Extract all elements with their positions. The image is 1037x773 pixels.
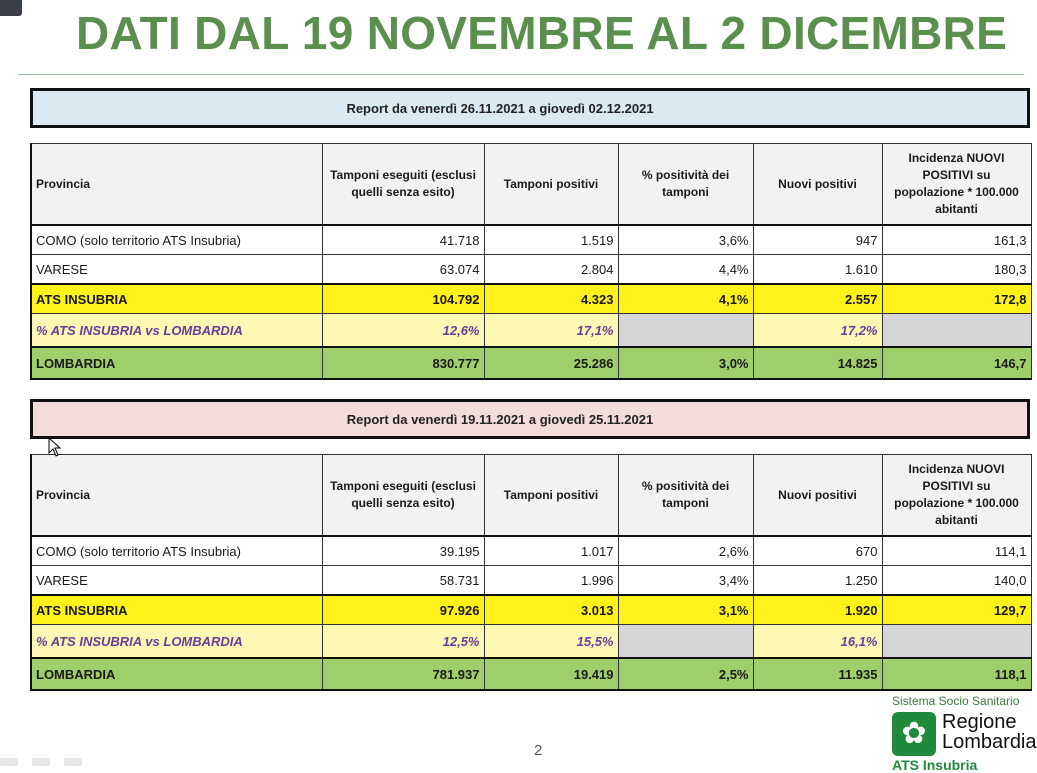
report-table-previous-week bbox=[30, 454, 1032, 691]
header-incidenza: Incidenza NUOVI POSITIVI su popolazione * 100.000 abitanti bbox=[882, 144, 1031, 226]
cell-provincia: % ATS INSUBRIA vs LOMBARDIA bbox=[31, 314, 322, 348]
header-nuovi-positivi: Nuovi positivi bbox=[753, 455, 882, 537]
cell-tamponi-positivi: 1.519 bbox=[484, 225, 618, 255]
cell-tamponi-eseguiti: 104.792 bbox=[322, 284, 484, 314]
header-tamponi-eseguiti: Tamponi eseguiti (esclusi quelli senza esito) bbox=[322, 455, 484, 537]
cell-tamponi-positivi: 2.804 bbox=[484, 255, 618, 285]
cell-nuovi-positivi: 11.935 bbox=[753, 658, 882, 690]
cell-positivita: 3,4% bbox=[618, 566, 753, 596]
cell-incidenza: 172,8 bbox=[882, 284, 1031, 314]
cell-tamponi-eseguiti: 830.777 bbox=[322, 347, 484, 379]
cell-provincia: LOMBARDIA bbox=[31, 658, 322, 690]
report-header-previous-week: Report da venerdì 19.11.2021 a giovedì 25.11.2021 bbox=[30, 399, 1030, 439]
cell-tamponi-eseguiti: 12,5% bbox=[322, 625, 484, 659]
toolbar-prev-icon[interactable] bbox=[0, 758, 18, 766]
cell-provincia: LOMBARDIA bbox=[31, 347, 322, 379]
cell-incidenza-empty bbox=[882, 625, 1031, 659]
footer-branding bbox=[892, 694, 1037, 773]
table-row-ats-insubria bbox=[31, 595, 1031, 625]
cell-incidenza: 118,1 bbox=[882, 658, 1031, 690]
cell-positivita-empty bbox=[618, 625, 753, 659]
cell-tamponi-eseguiti: 97.926 bbox=[322, 595, 484, 625]
report-table-current-week bbox=[30, 143, 1032, 380]
table-header-row bbox=[31, 144, 1031, 226]
cell-positivita: 2,6% bbox=[618, 536, 753, 566]
table-row-ats-vs-lombardia bbox=[31, 314, 1031, 348]
cell-incidenza: 180,3 bbox=[882, 255, 1031, 285]
cell-positivita: 4,1% bbox=[618, 284, 753, 314]
header-provincia: Provincia bbox=[31, 144, 322, 226]
cell-provincia: ATS INSUBRIA bbox=[31, 595, 322, 625]
slide-title: DATI DAL 19 NOVEMBRE AL 2 DICEMBRE bbox=[76, 7, 1008, 59]
report-header-current-week: Report da venerdì 26.11.2021 a giovedì 02.12.2021 bbox=[30, 88, 1030, 128]
header-provincia: Provincia bbox=[31, 455, 322, 537]
title-divider bbox=[18, 74, 1024, 75]
cell-tamponi-positivi: 17,1% bbox=[484, 314, 618, 348]
cell-tamponi-positivi: 3.013 bbox=[484, 595, 618, 625]
cell-incidenza: 161,3 bbox=[882, 225, 1031, 255]
table-row-varese bbox=[31, 566, 1031, 596]
cell-tamponi-positivi: 19.419 bbox=[484, 658, 618, 690]
toolbar-next-icon[interactable] bbox=[64, 758, 82, 766]
brand-system-label: Sistema Socio Sanitario bbox=[892, 694, 1020, 708]
brand-region-line2: Lombardia bbox=[942, 731, 1037, 753]
cell-positivita: 4,4% bbox=[618, 255, 753, 285]
cell-tamponi-positivi: 1.996 bbox=[484, 566, 618, 596]
cell-incidenza: 129,7 bbox=[882, 595, 1031, 625]
table-row-como bbox=[31, 536, 1031, 566]
toolbar-menu-icon[interactable] bbox=[32, 758, 50, 766]
cell-incidenza: 146,7 bbox=[882, 347, 1031, 379]
brand-region-line1: Regione bbox=[942, 711, 1017, 733]
table-row-lombardia bbox=[31, 347, 1031, 379]
cell-incidenza: 114,1 bbox=[882, 536, 1031, 566]
cell-provincia: ATS INSUBRIA bbox=[31, 284, 322, 314]
cell-tamponi-eseguiti: 58.731 bbox=[322, 566, 484, 596]
presentation-toolbar[interactable] bbox=[0, 758, 96, 766]
header-positivita: % positività dei tamponi bbox=[618, 144, 753, 226]
rosa-camuna-icon: ✿ bbox=[892, 712, 936, 756]
cell-tamponi-positivi: 25.286 bbox=[484, 347, 618, 379]
cell-provincia: COMO (solo territorio ATS Insubria) bbox=[31, 536, 322, 566]
cell-tamponi-eseguiti: 41.718 bbox=[322, 225, 484, 255]
regione-lombardia-logo bbox=[892, 711, 1037, 756]
cell-nuovi-positivi: 1.610 bbox=[753, 255, 882, 285]
cell-provincia: VARESE bbox=[31, 566, 322, 596]
cell-positivita: 3,6% bbox=[618, 225, 753, 255]
page-number: 2 bbox=[534, 742, 543, 759]
header-tamponi-positivi: Tamponi positivi bbox=[484, 144, 618, 226]
window-corner-control bbox=[0, 0, 22, 16]
cell-provincia: % ATS INSUBRIA vs LOMBARDIA bbox=[31, 625, 322, 659]
cell-tamponi-positivi: 1.017 bbox=[484, 536, 618, 566]
cell-nuovi-positivi: 16,1% bbox=[753, 625, 882, 659]
brand-agency: ATS Insubria bbox=[892, 757, 978, 773]
table-row-varese bbox=[31, 255, 1031, 285]
cell-incidenza: 140,0 bbox=[882, 566, 1031, 596]
cell-tamponi-eseguiti: 39.195 bbox=[322, 536, 484, 566]
cell-nuovi-positivi: 947 bbox=[753, 225, 882, 255]
brand-region-name bbox=[942, 712, 1037, 752]
table-header-row bbox=[31, 455, 1031, 537]
mouse-cursor-icon bbox=[48, 437, 62, 457]
cell-nuovi-positivi: 2.557 bbox=[753, 284, 882, 314]
cell-nuovi-positivi: 14.825 bbox=[753, 347, 882, 379]
cell-incidenza-empty bbox=[882, 314, 1031, 348]
cell-tamponi-positivi: 4.323 bbox=[484, 284, 618, 314]
cell-nuovi-positivi: 1.920 bbox=[753, 595, 882, 625]
cell-tamponi-positivi: 15,5% bbox=[484, 625, 618, 659]
header-nuovi-positivi: Nuovi positivi bbox=[753, 144, 882, 226]
table-row-lombardia bbox=[31, 658, 1031, 690]
cell-provincia: VARESE bbox=[31, 255, 322, 285]
cell-positivita: 2,5% bbox=[618, 658, 753, 690]
cell-positivita: 3,1% bbox=[618, 595, 753, 625]
cell-nuovi-positivi: 670 bbox=[753, 536, 882, 566]
cell-nuovi-positivi: 1.250 bbox=[753, 566, 882, 596]
cell-tamponi-eseguiti: 63.074 bbox=[322, 255, 484, 285]
cell-tamponi-eseguiti: 781.937 bbox=[322, 658, 484, 690]
header-positivita: % positività dei tamponi bbox=[618, 455, 753, 537]
cell-positivita: 3,0% bbox=[618, 347, 753, 379]
header-tamponi-eseguiti: Tamponi eseguiti (esclusi quelli senza esito) bbox=[322, 144, 484, 226]
cell-tamponi-eseguiti: 12,6% bbox=[322, 314, 484, 348]
table-row-ats-insubria bbox=[31, 284, 1031, 314]
header-tamponi-positivi: Tamponi positivi bbox=[484, 455, 618, 537]
table-row-ats-vs-lombardia bbox=[31, 625, 1031, 659]
cell-provincia: COMO (solo territorio ATS Insubria) bbox=[31, 225, 322, 255]
header-incidenza: Incidenza NUOVI POSITIVI su popolazione * 100.000 abitanti bbox=[882, 455, 1031, 537]
cell-positivita-empty bbox=[618, 314, 753, 348]
table-row-como bbox=[31, 225, 1031, 255]
cell-nuovi-positivi: 17,2% bbox=[753, 314, 882, 348]
